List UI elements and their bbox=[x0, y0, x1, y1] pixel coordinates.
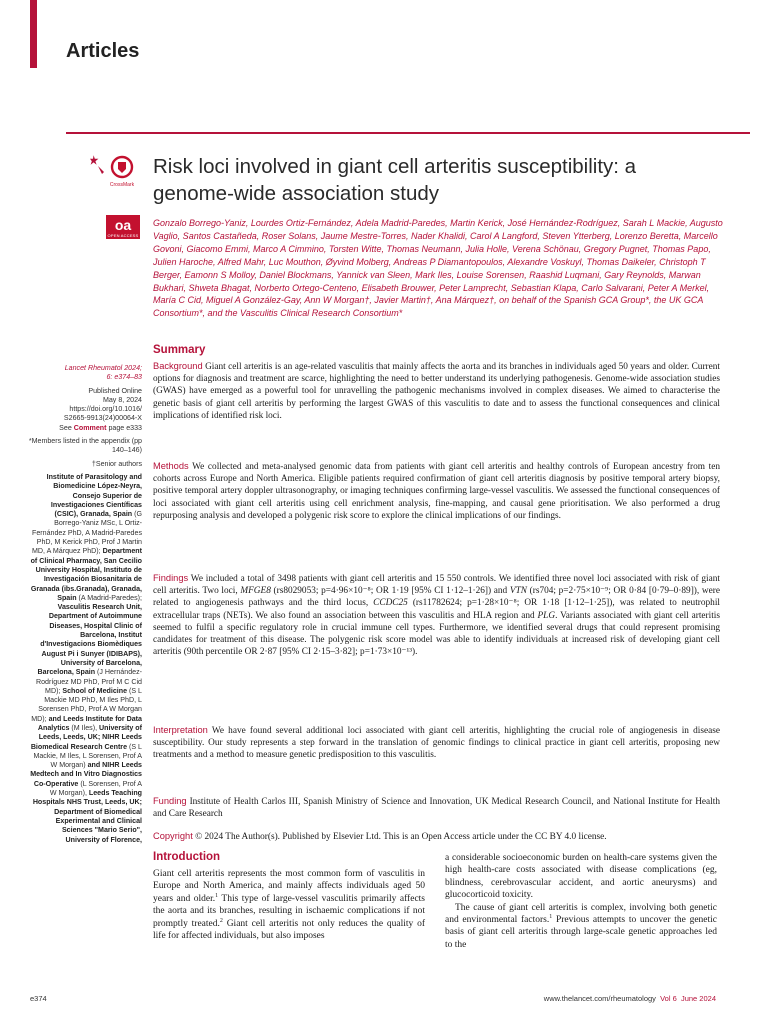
doi-link-2[interactable]: S2665-9913(24)00064-X bbox=[63, 414, 142, 423]
members-note: *Members listed in the appendix (pp 140–146) bbox=[28, 437, 142, 455]
footer-info bbox=[544, 994, 716, 1003]
affiliation-authors: (S L Mackie MD PhD, M Iles PhD, L Sorensen PhD, Prof A W Morgan MD); bbox=[31, 686, 142, 723]
gene-name: MFGE8 bbox=[240, 586, 271, 597]
affiliation-name: Department of Clinical Pharmacy, San Cecilio University Hospital, Instituto de Investigación Biosanitaria de Granada (ibs.Granada), Granada, Spain bbox=[30, 547, 142, 602]
affiliation-authors: (J Hernández-Rodríguez MD PhD, Prof M C Cid MD); bbox=[35, 668, 142, 695]
reference-link[interactable]: 2 bbox=[219, 917, 223, 924]
summary-interpretation bbox=[153, 724, 720, 762]
background-label: Background bbox=[153, 361, 203, 371]
findings-text: (rs8029053; p=4·96×10⁻⁸; OR 1·19 [95% CI 1·12–1·26]) and bbox=[270, 586, 510, 597]
affiliation-authors: (G Borrego-Yaniz MSc, L Ortiz-Fernández PhD, A Madrid-Paredes PhD, M Kerick PhD, Prof J Martin MD, A Márquez PhD); bbox=[31, 510, 142, 556]
findings-text: . Variants associated with giant cell arteritis seemed to fulfil a specific regulatory role in crucial immune cell types. Furthermore, we identified several drugs that could represent promising candidates for treatment of this disease. The polygenic risk score model was able to identify individuals at increased risk of developing giant cell arteritis (90th percentile OR 2·87 [95% CI 2·15–3·82]; p=1·73×10⁻¹³). bbox=[153, 610, 720, 658]
see-suffix: page e333 bbox=[106, 423, 142, 432]
summary-funding bbox=[153, 795, 720, 820]
sidebar-metadata bbox=[28, 364, 142, 849]
intro-paragraph bbox=[445, 902, 717, 952]
intro-text: Giant cell arteritis not only reduces the quality of life for affected individuals, but also imposes bbox=[153, 918, 425, 942]
findings-text: (rs11782624; p=1·28×10⁻⁸; OR 1·18 [1·12–1·25]), was related to neutrophil extracellular traps (NETs). We also found an association between this vasculitis and HLA region and bbox=[153, 598, 720, 621]
see-prefix: See bbox=[59, 423, 74, 432]
methods-text: We collected and meta-analysed genomic data from patients with giant cell arteritis and healthy controls of European ancestry from ten cohorts across Europe and North America. Eligible patients required confirmation of giant cell arteritis diagnosis by positive temporal artery biopsy, positive temporal artery doppler ultrasonography, or imaging techniques confirming large-vessel vasculitis. We assessed the functional consequences of loci associated with giant cell arteritis using cell enrichment analysis, fine-mapping, and causal gene prioritisation. We also performed a drug repurposing analysis and developed a polygenic risk score to explore the clinical implications of our findings. bbox=[153, 462, 720, 521]
gene-name: CCDC25 bbox=[373, 598, 408, 609]
volume-pages: 6: e374–83 bbox=[106, 373, 142, 382]
affiliation-name: School of Medicine bbox=[60, 686, 128, 695]
intro-text: Giant cell arteritis represents the most common form of vasculitis in Europe and North America, and mainly affects individuals aged 50 years and older. bbox=[153, 869, 425, 904]
comment-link[interactable]: Comment bbox=[73, 423, 107, 432]
affiliation-authors: (A Madrid-Paredes); bbox=[76, 593, 142, 602]
reference-link[interactable]: 1 bbox=[549, 913, 553, 920]
reference-link[interactable]: 1 bbox=[215, 892, 219, 899]
published-date: May 8, 2024 bbox=[102, 395, 142, 404]
affiliations bbox=[28, 473, 142, 845]
affiliation-authors: (L Sorensen, Prof A W Morgan), bbox=[49, 779, 142, 798]
summary-background bbox=[153, 360, 720, 422]
senior-note: †Senior authors bbox=[91, 459, 142, 468]
funding-label: Funding bbox=[153, 796, 187, 806]
crossmark-icon[interactable] bbox=[90, 152, 134, 188]
intro-paragraph bbox=[153, 868, 425, 942]
summary-methods bbox=[153, 460, 720, 522]
issue-date: June 2024 bbox=[680, 994, 716, 1003]
open-access-badge bbox=[106, 215, 140, 239]
copyright-text: © 2024 The Author(s). Published by Elsevier Ltd. This is an Open Access article under the CC BY 4.0 license. bbox=[192, 832, 607, 842]
intro-paragraph: a considerable socioeconomic burden on health-care systems given the high health-care costs associated with disease complications (eg, blindness, cerebrovascular accident, and aortic aneurysms) and glucocorticoid toxicity. bbox=[445, 853, 717, 901]
section-color-bar bbox=[30, 0, 37, 68]
affiliation-name: Vasculitis Research Unit, Department of Autoimmune Diseases, Hospital Clinic of Barcelona, Institut d'Investigacions Biomèdiques August Pi i Sunyer (IDIBAPS), University of Barcelona, Barcelona, Spain bbox=[37, 603, 142, 677]
affiliation-name: and NIHR Leeds Medtech and In Vitro Diagnostics Co-Operative bbox=[30, 761, 142, 788]
summary-copyright bbox=[153, 830, 720, 843]
introduction-heading: Introduction bbox=[153, 851, 221, 863]
volume-number: Vol 6 bbox=[660, 994, 677, 1003]
interpretation-label: Interpretation bbox=[153, 725, 208, 735]
findings-label: Findings bbox=[153, 573, 189, 583]
gene-name: VTN bbox=[509, 586, 527, 597]
summary-heading: Summary bbox=[153, 344, 206, 356]
introduction-column-right bbox=[445, 852, 717, 951]
affiliation-name: University of Leeds, Leeds, UK; NIHR Leeds Biomedical Research Centre bbox=[30, 723, 142, 751]
oa-logo-text: oa bbox=[114, 217, 132, 233]
page-number: e374 bbox=[30, 994, 47, 1003]
intro-text: Previous attempts to uncover the genetic basis of giant cell arteritis through large-scale genetic approaches led to the bbox=[445, 915, 717, 950]
affiliation-authors: (S L Mackie, M Iles, L Sorensen, Prof A W Morgan) bbox=[33, 742, 142, 770]
affiliation-name: and Leeds Institute for Data Analytics bbox=[37, 714, 142, 732]
affiliation-authors: (M Iles), bbox=[69, 723, 98, 732]
affiliation-name: Leeds Teaching Hospitals NHS Trust, Leeds, UK; Department of Biomedical Experimental and Clinical Sciences "Mario Serio", University of Florence, bbox=[32, 789, 142, 844]
doi-link-1[interactable]: https://doi.org/10.1016/ bbox=[69, 405, 142, 414]
published-label: Published Online bbox=[88, 386, 142, 395]
findings-text: (rs704; p=2·75×10⁻⁹; OR 0·84 [0·79–0·89]), were related to angiogenesis pathways and the third locus, bbox=[153, 586, 720, 609]
section-heading: Articles bbox=[66, 40, 140, 62]
background-text: Giant cell arteritis is an age-related vasculitis that mainly affects the aorta and its branches in individuals aged 50 years and older. Current options for diagnosis and treatment are scarce, highlighting the need to better understand its underlying pathogenesis. Genome-wide association studies (GWAS) have emerged as a powerful tool for unravelling the pathogenic mechanisms involved in complex diseases. We aimed to characterise the genetic basis of giant cell arteritis by performing the largest GWAS of this vasculitis to date and to assess the functional consequences and clinical implications of identified risk loci. bbox=[153, 362, 720, 421]
citation bbox=[28, 364, 142, 383]
crossmark-label: CrossMark bbox=[109, 182, 134, 188]
header-rule bbox=[66, 132, 750, 134]
interpretation-text: We have found several additional loci associated with giant cell arteritis, highlighting the crucial role of angiogenesis in disease susceptibility. Our study represents a step forward in the translation of genomic findings to clinical practice in giant cell arteritis, proposing new treatments and a method to measure genetic predisposition to this vasculitis. bbox=[153, 726, 720, 761]
journal-citation: Lancet Rheumatol 2024; bbox=[64, 364, 142, 372]
publication-info bbox=[28, 387, 142, 433]
article-title: Risk loci involved in giant cell arteritis susceptibility: a genome-wide association study bbox=[153, 155, 637, 205]
affiliation-name: Institute of Parasitology and Biomedicine López-Neyra, Consejo Superior de Investigaciones Científicas (CSIC), Granada, Spain bbox=[46, 472, 142, 519]
methods-label: Methods bbox=[153, 461, 189, 471]
intro-text: This type of large-vessel vasculitis primarily affects the aorta and its branches, resulting in ischaemic complications if not promptly treated. bbox=[153, 893, 425, 929]
intro-text: The cause of giant cell arteritis is complex, involving both genetic and environmental factors. bbox=[445, 902, 717, 926]
funding-text: Institute of Health Carlos III, Spanish Ministry of Science and Innovation, UK Medical Research Council, and National Institute for Health and Care Research bbox=[153, 797, 720, 820]
copyright-label: Copyright bbox=[153, 831, 193, 841]
findings-text: We included a total of 3498 patients with giant cell arteritis and 15 550 controls. We identified three novel loci associated with risk of giant cell arteritis. Two loci, bbox=[153, 574, 720, 597]
author-list: Gonzalo Borrego-Yaniz, Lourdes Ortiz-Fernández, Adela Madrid-Paredes, Martin Kerick, José Hernández-Rodríguez, Sarah L Mackie, Augusto Vaglio, Santos Castañeda, Roser Solans, Jaume Mestre-Torres, Nader Khalidi, Carol A Langford, Steven Ytterberg, Lorenzo Beretta, Marcello Govoni, Giacomo Emmi, Marco A Cimmino, Torsten Witte, Thomas Neumann, Julia Holle, Verena Schönau, Gregory Pugnet, Thomas Papo, Julien Haroche, Alfred Mahr, Luc Mouthon, Øyvind Molberg, Andreas P Diamantopoulos, Alexandre Voskuyl, Thomas Daikeler, Christoph T Berger, Eamonn S Molloy, Daniel Blockmans, Yannick van Sleen, Mark Iles, Louise Sorensen, Raashid Luqmani, Gary Reynolds, Marwan Bukhari, Shweta Bhagat, Norberto Ortego-Centeno, Elisabeth Brouwer, Peter Lamprecht, Sebastian Klapa, Carlo Salvarani, Peter A Merkel, María C Cid, Miguel A González-Gay, Ann W Morgan†, Javier Martin†, Ana Márquez†, on behalf of the Spanish GCA Group*, the UK GCA Consortium*, and the Vasculitis Clinical Research Consortium* bbox=[153, 218, 723, 319]
gene-name: PLG bbox=[537, 610, 556, 621]
journal-url[interactable]: www.thelancet.com/rheumatology bbox=[543, 994, 656, 1003]
summary-findings bbox=[153, 572, 720, 658]
introduction-column-left bbox=[153, 868, 425, 942]
oa-subtitle: OPEN ACCESS bbox=[107, 233, 139, 238]
